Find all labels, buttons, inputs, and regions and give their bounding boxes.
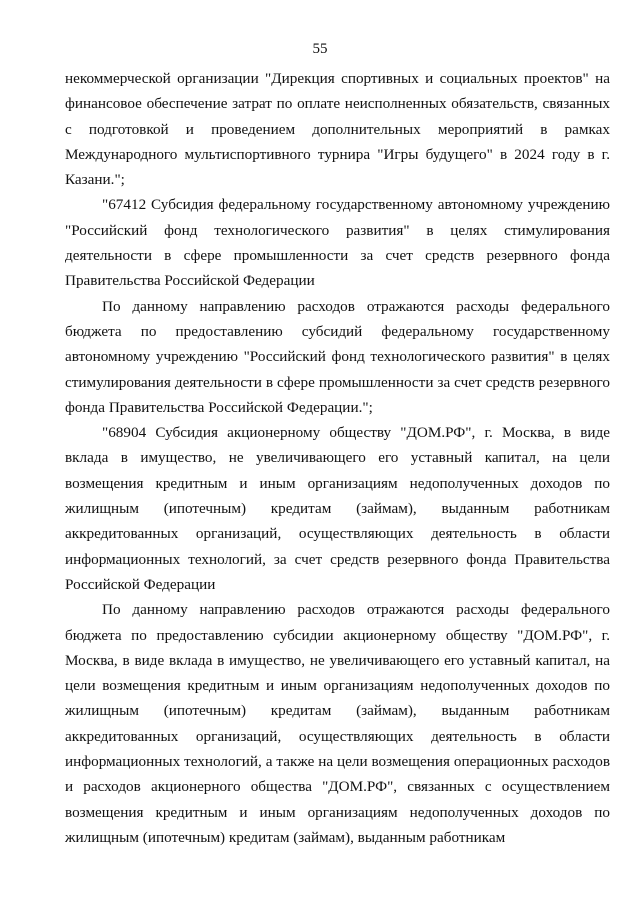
paragraph-68904-heading: "68904 Субсидия акционерному обществу "ДОМ.РФ", г. Москва, в виде вклада в имущество, не увеличивающего его уставный капитал, на цели возмещения кредитным и иным организациям недополученных доходов по жилищным (ипотечным) кредитам (займам), выданным работникам аккредитованных организаций, осуществляющих деятельность в области информационных технологий, за счет средств резервного фонда Правительства Российской Федерации <box>65 424 610 593</box>
paragraph-67412-heading: "67412 Субсидия федеральному государственному автономному учреждению "Российский фонд технологического развития" в целях стимулирования деятельности в сфере промышленности за счет средств резервного фонда Правительства Российской Федерации <box>65 196 610 290</box>
document-body <box>65 66 610 850</box>
paragraph-continuation: некоммерческой организации "Дирекция спортивных и социальных проектов" на финансовое обеспечение затрат по оплате неисполненных обязательств, связанных с подготовкой и проведением дополнительных мероприятий в рамках Международного мультиспортивного турнира "Игры будущего" в 2024 году в г. Казани."; <box>65 70 610 189</box>
page-number: 55 <box>312 41 328 57</box>
paragraph-67412-description: По данному направлению расходов отражаются расходы федерального бюджета по предоставлению субсидий федеральному государственному автономному учреждению "Российский фонд технологического развития" в целях стимулирования деятельности в сфере промышленности за счет средств резервного фонда Правительства Российской Федерации."; <box>65 297 610 416</box>
paragraph-68904-description: По данному направлению расходов отражаются расходы федерального бюджета по предоставлению субсидии акционерному обществу "ДОМ.РФ", г. Москва, в виде вклада в имущество, не увеличивающего его уставный капитал, на цели возмещения кредитным и иным организациям недополученных доходов по жилищным (ипотечным) кредитам (займам), выданным работникам аккредитованных организаций, осуществляющих деятельность в области информационных технологий, а также на цели возмещения операционных расходов и расходов акционерного общества "ДОМ.РФ", связанных с осуществлением возмещения кредитным и иным организациям недополученных доходов по жилищным (ипотечным) кредитам (займам), выданным работникам <box>65 601 610 846</box>
